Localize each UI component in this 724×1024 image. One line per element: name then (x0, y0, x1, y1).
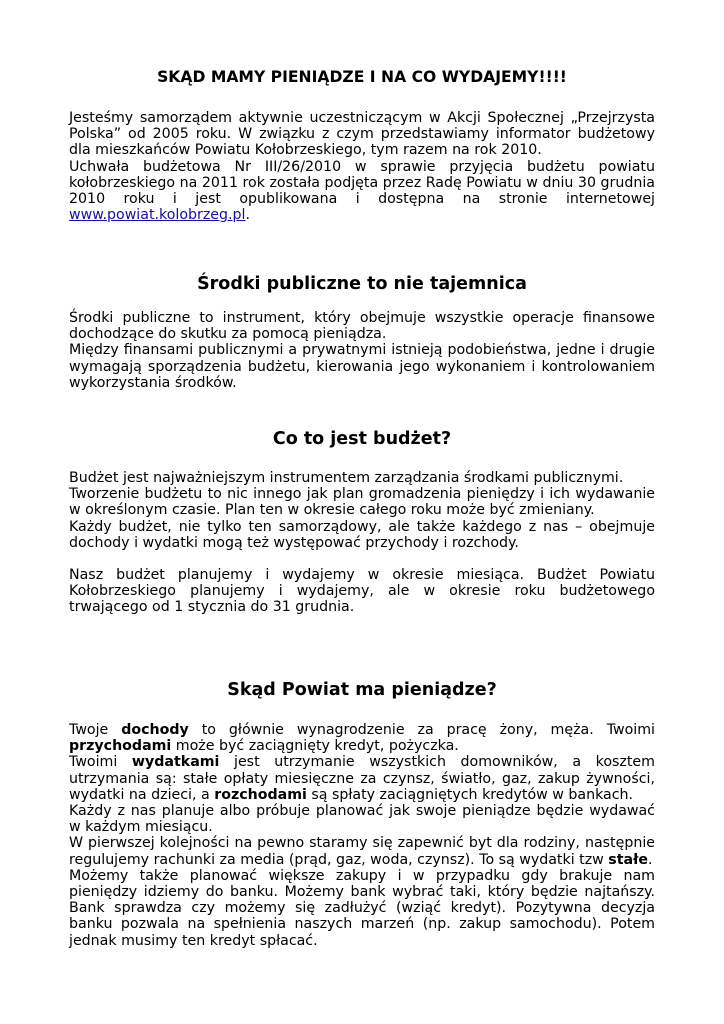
budget-paragraph-4: Nasz budżet planujemy i wydajemy w okresie miesiąca. Budżet Powiatu Kołobrzeskiego planujemy i wydajemy, ale w okresie roku budżetowego trwającego od 1 stycznia do 31 grudnia. (69, 567, 655, 616)
budget-paragraph-1: Budżet jest najważniejszym instrumentem zarządzania środkami publicznymi. (69, 470, 624, 486)
page-title: SKĄD MAMY PIENIĄDZE I NA CO WYDAJEMY!!!! (157, 68, 567, 86)
p4-bold-fixed: stałe (608, 851, 648, 868)
p2-bold-outflows: rozchodami (214, 786, 307, 803)
p2-bold-expenses: wydatkami (131, 754, 220, 771)
budget-paragraph-3: Każdy budżet, nie tylko ten samorządowy, ale także każdego z nas – obejmuje dochody i wydatki mogą też występować przychody i rozchody. (69, 518, 655, 551)
money-source-paragraph-1 (69, 722, 655, 754)
money-source-paragraph-3: Każdy z nas planuje albo próbuje planować jak swoje pieniądze będzie wydawać w każdym miesiącu. (69, 803, 655, 836)
public-funds-paragraph-1: Środki publiczne to instrument, który obejmuje wszystkie operacje finansowe dochodzące do skutku za pomocą pieniądza. (69, 310, 655, 343)
intro-paragraph-2 (69, 159, 655, 224)
intro-paragraph-2-text: Uchwała budżetowa Nr III/26/2010 w sprawie przyjęcia budżetu powiatu kołobrzeskiego na 2011 rok została podjęta przez Radę Powiatu w dniu 30 grudnia 2010 roku i jest opublikowana i dostępna na stronie internetowej (69, 158, 655, 208)
p1-text-c: to głównie wynagrodzenie za pracę żony, męża. Twoimi (188, 722, 655, 738)
money-source-paragraph-5: Możemy także planować większe zakupy i w przypadku gdy brakuje nam pieniędzy idziemy do banku. Możemy bank wybrać taki, który będzie najtańszy. Bank sprawdza czy możemy się zadłużyć (wziąć kredyt). Pozytywna decyzja banku pozwala na spełnienia naszych marzeń (np. zakup samochodu). Potem jednak musimy ten kredyt spłacać. (69, 867, 655, 949)
section-heading-money-source: Skąd Powiat ma pieniądze? (227, 680, 497, 700)
money-source-section (69, 722, 655, 949)
p1-text-a: Twoje (69, 722, 122, 738)
intro-section (69, 110, 655, 223)
p2-text-a: Twoimi (69, 754, 132, 771)
budget-section (69, 470, 655, 551)
money-source-paragraph-4 (69, 835, 655, 867)
public-funds-paragraph-2: Między finansami publicznymi a prywatnymi istnieją podobieństwa, jedne i drugie wymagają sporządzenia budżetu, kierowania jego wykonaniem i kontrolowaniem wykorzystania środków. (69, 342, 655, 391)
p4-text-a: W pierwszej kolejności na pewno staramy się zapewnić byt dla rodziny, następnie regulujemy rachunki za media (prąd, gaz, woda, czynsz). To są wydatki tzw (69, 835, 655, 868)
intro-paragraph-1: Jesteśmy samorządem aktywnie uczestniczącym w Akcji Społecznej „Przejrzysta Polska” od 2005 roku. W związku z czym przedstawiamy informator budżetowy dla mieszkańców Powiatu Kołobrzeskiego, tym razem na rok 2010. (69, 110, 655, 159)
p1-bold-income: dochody (121, 722, 189, 738)
p2-text-d: są spłaty zaciągniętych kredytów w bankach. (306, 786, 634, 803)
p4-text-c: . (648, 851, 653, 868)
p1-text-d: może być zaciągnięty kredyt, pożyczka. (171, 738, 459, 755)
budget-section-continued (69, 567, 655, 616)
budget-paragraph-2: Tworzenie budżetu to nic innego jak plan gromadzenia pieniędzy i ich wydawanie w określonym czasie. Plan ten w okresie całego roku może być zmieniany. (69, 486, 655, 519)
website-link[interactable]: www.powiat.kolobrzeg.pl (69, 207, 246, 224)
public-funds-section (69, 310, 655, 391)
p2-text-c: jest utrzymanie wszystkich domowników, a kosztem utrzymania są: stałe opłaty miesięczne za czynsz, światło, gaz, zakup żywności, wydatki na dzieci, a (69, 754, 655, 803)
p1-bold-revenue: przychodami (69, 738, 172, 755)
money-source-paragraph-2 (69, 754, 655, 803)
intro-paragraph-2-end: . (245, 207, 251, 224)
section-heading-public-funds: Środki publiczne to nie tajemnica (197, 274, 527, 294)
section-heading-budget: Co to jest budżet? (272, 429, 452, 449)
